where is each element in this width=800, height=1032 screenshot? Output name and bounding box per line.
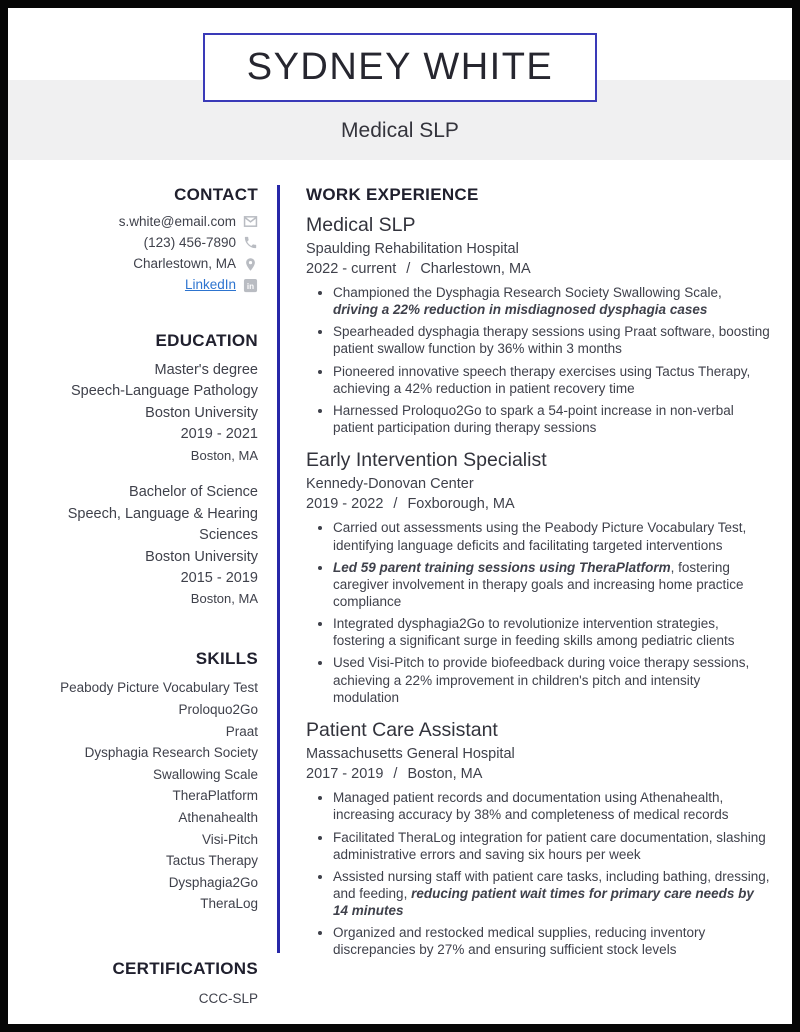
linkedin-link[interactable]: LinkedIn [184,277,236,293]
job-company: Kennedy-Donovan Center [306,476,474,493]
education-school: Boston University [145,548,258,565]
job-location: Boston, MA [407,766,483,783]
certification-item: CCC-SLP [198,990,258,1006]
job-entry [306,719,770,959]
emphasis-text: reducing patient wait times for primary care needs by 14 minutes [333,885,754,919]
bullet-item [333,924,770,958]
bullet-item [333,559,770,610]
skill-item: Dysphagia Research Society Swallowing Scale [84,745,258,782]
emphasis-text: Led 59 parent training sessions using TheraPlatform [333,559,671,575]
job-entry [306,449,770,706]
bullet-item [333,519,770,553]
work-experience-heading: WORK EXPERIENCE [306,185,479,204]
skills-section [54,649,258,915]
skills-heading: SKILLS [195,648,258,668]
bullet-text: Integrated dysphagia2Go to revolutionize intervention strategies, fostering a significant surge in feeding skills among pediatric clients [333,616,735,649]
education-years: 2015 - 2019 [180,569,258,586]
skill-item: Visi-Pitch [201,831,258,847]
bullet-item [333,789,770,823]
phone-icon [243,235,258,250]
bullet-text: Pioneered innovative speech therapy exercises using Tactus Therapy, achieving a 42% reduction in patient recovery time [333,363,751,396]
job-title: Early Intervention Specialist [306,449,547,472]
education-location: Boston, MA [190,591,258,607]
skill-item: Tactus Therapy [165,853,258,869]
jobs-list [306,214,770,959]
bullet-text: Carried out assessments using the Peabody Picture Vocabulary Test, identifying language deficits and facilitating targeted interventions [333,520,747,553]
education-entry [54,482,258,609]
person-name: SYDNEY WHITE [246,46,554,88]
certifications-heading: CERTIFICATIONS [112,959,258,978]
skill-item: Peabody Picture Vocabulary Test [60,680,258,696]
bullet-item [333,615,770,649]
bullet-item [333,323,770,357]
emphasis-text: driving a 22% reduction in misdiagnosed dysphagia cases [333,302,708,318]
sidebar [8,185,277,1024]
bullet-text: Assisted nursing staff with patient care tasks, including bathing, dressing, and feeding, [333,868,770,901]
skill-item: Praat [225,723,258,739]
content-columns [8,160,792,1024]
education-degree: Master's degree [154,361,258,378]
bullet-text: Facilitated TheraLog integration for patient care documentation, slashing administrative errors and saving six hours per week [333,829,766,862]
job-title: Patient Care Assistant [306,718,498,741]
job-headline: Medical SLP [341,119,459,142]
bullet-list [306,789,770,958]
bullet-item [333,402,770,436]
contact-item [54,256,258,272]
contact-text: (123) 456-7890 [143,234,236,250]
skill-item: Dysphagia2Go [168,874,258,890]
linkedin-icon [243,278,258,293]
education-location: Boston, MA [190,447,258,463]
work-experience-column [280,185,792,1024]
contact-item [54,235,258,251]
job-dates: 2022 - current [306,260,397,277]
certifications-section [54,959,258,1009]
bullet-text: Used Visi-Pitch to provide biofeedback during voice therapy sessions, achieving a 22% improvement in children's pitch and intensity modulation [333,655,750,705]
date-location-separator: / [393,496,398,513]
skill-item: TheraLog [200,896,258,912]
education-school: Boston University [145,404,258,421]
svg-text:in: in [246,281,255,291]
job-meta [306,496,770,512]
job-meta [306,261,770,277]
bullet-item [333,868,770,919]
education-section [54,331,258,609]
bullet-list [306,519,770,705]
job-dates: 2019 - 2022 [306,496,384,513]
contact-item[interactable] [54,277,258,293]
job-entry [306,214,770,437]
date-location-separator: / [393,766,398,783]
education-years: 2019 - 2021 [180,426,258,443]
bullet-text: Championed the Dysphagia Research Society Swallowing Scale, [333,284,722,300]
contact-item [54,214,258,230]
job-company: Spaulding Rehabilitation Hospital [306,240,519,257]
education-degree: Bachelor of Science [129,484,258,501]
bullet-item [333,654,770,705]
job-meta [306,766,770,782]
bullet-text: Organized and restocked medical supplies, reducing inventory discrepancies by 27% and ensuring sufficient stock levels [333,925,706,958]
certifications-list [54,988,258,1010]
skills-list [54,677,258,915]
date-location-separator: / [406,260,411,277]
bullet-item [333,363,770,397]
bullet-list [306,284,770,436]
job-title: Medical SLP [306,213,416,236]
contact-text: s.white@email.com [118,213,236,229]
skill-item: TheraPlatform [172,788,258,804]
education-field: Speech, Language & Hearing Sciences [67,505,258,544]
education-field: Speech-Language Pathology [70,383,258,400]
job-company: Massachusetts General Hospital [306,746,515,763]
education-heading: EDUCATION [155,331,258,351]
contact-text: Charlestown, MA [133,255,236,271]
job-location: Charlestown, MA [420,260,531,277]
envelope-icon [243,214,258,229]
bullet-item [333,829,770,863]
bullet-text: Harnessed Proloquo2Go to spark a 54-point increase in non-verbal patient participation during therapy sessions [333,402,734,435]
education-entry [54,360,258,465]
skill-item: Athenahealth [178,810,258,826]
bullet-item [333,284,770,318]
contact-list [54,214,258,294]
job-dates: 2017 - 2019 [306,766,384,783]
job-location: Foxborough, MA [407,496,515,513]
skill-item: Proloquo2Go [178,702,258,718]
bullet-text: Managed patient records and documentation using Athenahealth, increasing accuracy by 38% and completeness of medical records [333,790,729,823]
location-pin-icon [243,257,258,272]
education-list [54,360,258,609]
contact-heading: CONTACT [174,185,258,204]
bullet-text: Spearheaded dysphagia therapy sessions using Praat software, boosting patient swallow function by 36% within 3 months [333,324,770,357]
name-box [203,33,597,102]
bullet-text: , fostering caregiver involvement in therapy goals and increasing home practice compliance [333,559,744,610]
contact-section [54,185,258,293]
